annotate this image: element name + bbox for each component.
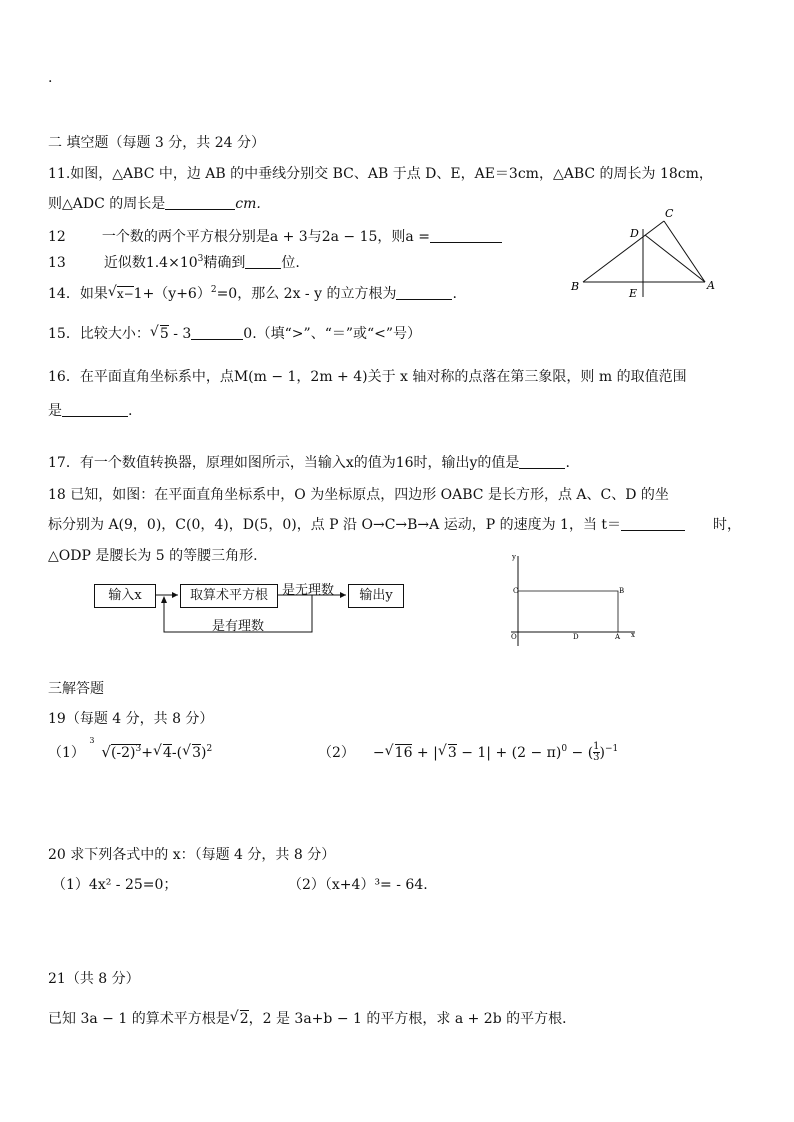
q18-line2: [48, 514, 741, 534]
flow-output-box: 输出y: [348, 584, 404, 608]
q15-pre: 15．比较大小：: [48, 326, 150, 342]
point-label-a: A: [615, 633, 621, 641]
q21-radicand: 2: [239, 1011, 249, 1027]
one-third-fraction: $\frac{1}{3}$: [593, 741, 600, 763]
q15-radical: √ 5: [149, 324, 169, 342]
triangle-figure: [565, 205, 725, 305]
label-c: C: [665, 207, 674, 220]
axis-label-y: y: [512, 553, 516, 561]
q19-p2-label: （2）: [318, 745, 355, 761]
q11-answer-blank[interactable]: [165, 195, 235, 210]
q15-mid: - 3: [168, 326, 192, 342]
q13-text-mid: 精确到: [203, 255, 246, 271]
q17: [48, 452, 570, 472]
q12: [48, 226, 502, 246]
q15-radicand: 5: [159, 326, 169, 342]
q16-line2: [48, 400, 132, 420]
flow-input-box: 输入x: [94, 584, 156, 608]
q14-exponent: 2: [210, 285, 217, 295]
q12-answer-blank[interactable]: [430, 228, 502, 243]
q13-answer-blank[interactable]: [245, 254, 281, 269]
q12-text: 一个数的两个平方根分别是a + 3与2a − 15，则a =: [101, 229, 430, 245]
segment-ca: [664, 221, 705, 282]
q21-pre: 已知 3a − 1 的算术平方根是: [48, 1011, 230, 1027]
q14-radical: √ x−: [107, 284, 134, 301]
flow-sqrt-box: 取算术平方根: [180, 584, 278, 608]
q19-part2: （2） − √ 16 + | √ $3 - 1| + (2 - \pi)^0$ − ( $\frac{1}{3}$ )$^{-1}$: [318, 741, 619, 763]
q19-part1: （1） 3 $√(-2)^3+$ √ 4-( √ 3)$^2$: [48, 736, 213, 761]
q18-answer-blank[interactable]: [621, 516, 685, 531]
q16-line2-post: .: [128, 403, 133, 419]
q16-answer-blank[interactable]: [62, 402, 128, 417]
sqrt4-expr: √ 4: [152, 743, 172, 761]
axis-label-x: x: [631, 631, 635, 639]
q17-text: 17．有一个数值转换器，原理如图所示，当输入x的值为16时，输出y的值是: [48, 455, 520, 471]
q20-part1: （1）4x² - 25=0；: [52, 877, 178, 893]
label-e: E: [629, 287, 638, 300]
q12-num: 12: [48, 229, 66, 245]
q21-head: 21（共 8 分）: [48, 971, 140, 987]
point-label-d: D: [573, 633, 579, 641]
q20-part2: （2）（x+4）³= - 64.: [288, 877, 428, 893]
q14-post: =0，那么 2x - y 的立方根为: [216, 286, 397, 302]
q20-head: 20 求下列各式中的 x：（每题 4 分，共 8 分）: [48, 847, 336, 863]
segment-ad: [645, 235, 705, 282]
sqrt2-expr: √ 2: [229, 1009, 249, 1027]
q14-mid: 1+（y+6）: [133, 286, 211, 302]
flow-irrational-label: 是无理数: [282, 583, 335, 598]
q11-line2: [48, 193, 261, 213]
q19-p1-label: （1）: [48, 745, 85, 761]
flow-arrowhead-loop: [161, 596, 167, 603]
q15: [48, 323, 421, 343]
q18-line2-pre: 标分别为 A(9，0)，C(0，4)，D(5，0)，点 P 沿 O→C→B→A 运动，P 的速度为 1，当 t＝: [48, 517, 622, 533]
point-label-c: C: [513, 587, 519, 595]
coordinate-figure: [505, 548, 645, 650]
flow-rational-label: 是有理数: [212, 619, 265, 634]
label-d: D: [630, 227, 639, 240]
sqrt3-expr: √ 3: [182, 743, 202, 761]
section-title-fill-in: 二 填空题（每题 3 分，共 24 分）: [48, 135, 265, 151]
q14-pre: 14．如果: [48, 286, 108, 302]
point-label-b: B: [619, 587, 625, 595]
q18-line3: △ODP 是腰长为 5 的等腰三角形.: [48, 548, 258, 564]
section-title-solve: 三解答题: [48, 681, 104, 697]
q18-line2-post: 时，: [713, 517, 742, 533]
header-dot: .: [48, 70, 53, 86]
cube-root-expr: 3 $√(-2)^3$: [89, 736, 142, 761]
q13: [48, 252, 300, 272]
segment-bc: [583, 221, 664, 282]
q13-exponent: 3: [197, 254, 204, 264]
q11-line2-text: 则△ADC 的周长是: [48, 196, 166, 212]
q14: [48, 283, 457, 303]
q13-text-pre: 近似数1.4×10: [103, 255, 198, 271]
label-a: A: [707, 279, 715, 292]
q11-unit: cm.: [235, 196, 261, 212]
point-label-o: O: [511, 633, 517, 641]
flow-arrowhead-output: [340, 592, 346, 598]
q14-radicand: x−: [116, 287, 134, 301]
q16-line2-pre: 是: [48, 403, 62, 419]
q16-line1: 16．在平面直角坐标系中，点M(m − 1，2m + 4)关于 x 轴对称的点落在第三象限，则 m 的取值范围: [48, 369, 687, 385]
converter-flowchart: [94, 582, 404, 638]
rectangle-oabc: [518, 591, 618, 632]
q14-answer-blank[interactable]: [396, 285, 452, 300]
q19-head: 19（每题 4 分，共 8 分）: [48, 711, 214, 727]
q21-post: ，2 是 3a+b − 1 的平方根，求 a + 2b 的平方根．: [248, 1011, 577, 1027]
flow-arrowhead-input: [172, 592, 178, 598]
q17-answer-blank[interactable]: [519, 454, 565, 469]
q15-answer-blank[interactable]: [191, 325, 243, 340]
q18-line1: 18 已知，如图：在平面直角坐标系中，O 为坐标原点，四边形 OABC 是长方形，点 A、C、D 的坐: [48, 487, 669, 503]
q13-text-post: 位.: [281, 255, 300, 271]
q13-num: 13: [48, 255, 66, 271]
label-b: B: [571, 280, 580, 293]
sqrt16-expr: √ 16: [384, 743, 413, 761]
sqrt3-abs-expr: √ 3: [437, 743, 457, 761]
q14-end: .: [452, 286, 457, 302]
q11-line1: 11.如图，△ABC 中，边 AB 的中垂线分别交 BC、AB 于点 D、E，AE＝3cm，△ABC 的周长为 18cm，: [48, 166, 713, 182]
q21-body: [48, 1008, 576, 1028]
q17-post: .: [565, 455, 570, 471]
q15-post: 0.（填“>”、“＝”或“<”号）: [243, 326, 422, 342]
